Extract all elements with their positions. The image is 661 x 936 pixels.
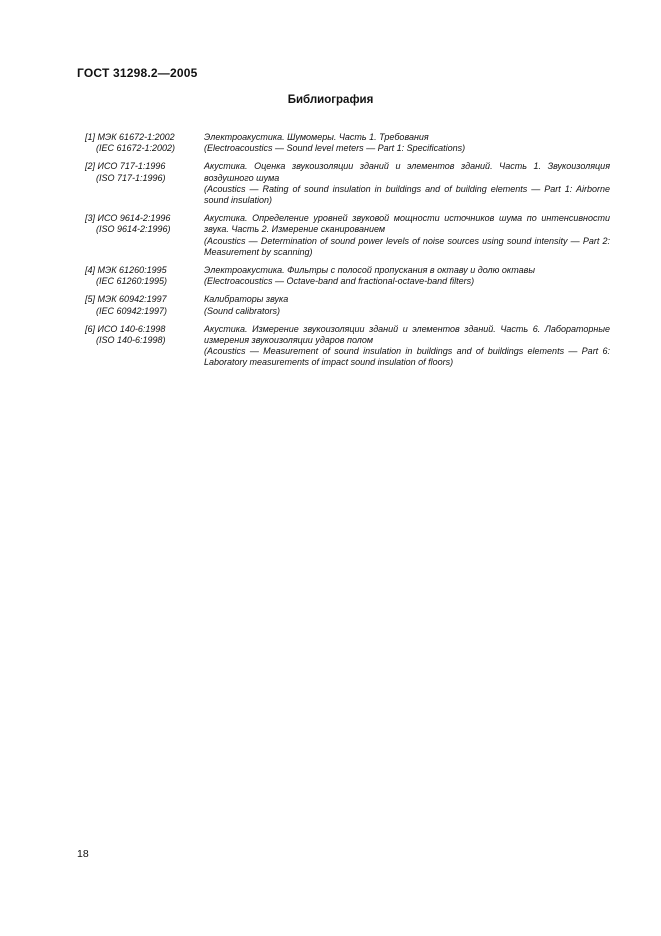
reference-id [85, 265, 204, 287]
bibliography-entry [85, 132, 610, 154]
reference-id-en: (ISO 9614-2:1996) [96, 224, 171, 235]
reference-id-en: (ISO 140-6:1998) [96, 335, 166, 346]
reference-id [85, 161, 204, 206]
reference-title-ru: Калибраторы звука [204, 294, 289, 305]
reference-title-en: (Electroacoustics — Sound level meters — Part 1: Specifications) [204, 143, 466, 154]
reference-description [204, 324, 610, 369]
reference-id-en: (IEC 60942:1997) [96, 305, 168, 316]
bibliography-entry [85, 294, 610, 316]
reference-id-ru: [6] ИСО 140-6:1998 [85, 323, 166, 334]
bibliography-entry [85, 213, 610, 258]
reference-title-en: (Sound calibrators) [204, 305, 281, 316]
reference-title-en: (Electroacoustics — Octave-band and fractional-octave-band filters) [204, 276, 475, 287]
reference-title-en: (Acoustics — Measurement of sound insulation in buildings and of buildings elements — Part 6: Laboratory measurements of impact sound insulation of floors) [204, 346, 610, 368]
reference-title-ru: Акустика. Определение уровней звуковой мощности источников шума по интенсивности звука. Часть 2. Измерение сканированием [204, 213, 610, 235]
reference-description [204, 294, 610, 316]
reference-description [204, 132, 610, 154]
bibliography-entry [85, 161, 610, 206]
reference-description [204, 213, 610, 258]
bibliography-title: Библиография [287, 94, 374, 106]
reference-id-en: (ISO 717-1:1996) [96, 172, 166, 183]
reference-id-ru: [5] МЭК 60942:1997 [85, 294, 167, 305]
document-header: ГОСТ 31298.2—2005 [77, 66, 198, 80]
page-number: 18 [77, 848, 89, 860]
bibliography-entry [85, 265, 610, 287]
reference-id-en: (IEC 61260:1995) [96, 276, 168, 287]
reference-title-ru: Акустика. Измерение звукоизоляции зданий и элементов зданий. Часть 6. Лабораторные измерения звукоизоляции ударов полом [204, 323, 610, 346]
reference-title-ru: Электроакустика. Шумомеры. Часть 1. Требования [204, 132, 429, 142]
reference-id-ru: [4] МЭК 61260:1995 [85, 265, 167, 276]
reference-id-ru: [2] ИСО 717-1:1996 [85, 161, 166, 172]
reference-title-en: (Acoustics — Determination of sound power levels of noise sources using sound intensity — Part 2: Measurement by scanning) [204, 235, 610, 257]
bibliography-list [85, 132, 610, 376]
reference-id [85, 213, 204, 258]
reference-title-ru: Электроакустика. Фильтры с полосой пропускания в октаву и долю октавы [204, 265, 535, 276]
reference-title-ru: Акустика. Оценка звукоизоляции зданий и элементов зданий. Часть 1. Звукоизоляция воздушного шума [204, 161, 610, 183]
bibliography-entry [85, 324, 610, 369]
reference-id [85, 294, 204, 316]
reference-description [204, 265, 610, 287]
reference-id-ru: [1] МЭК 61672-1:2002 [85, 132, 175, 142]
reference-title-en: (Acoustics — Rating of sound insulation in buildings and of building elements — Part 1: Airborne sound insulation) [204, 183, 610, 206]
reference-description [204, 161, 610, 206]
reference-id [85, 132, 204, 154]
reference-id-en: (IEC 61672-1:2002) [96, 143, 176, 154]
reference-id [85, 324, 204, 369]
reference-id-ru: [3] ИСО 9614-2:1996 [85, 213, 171, 224]
